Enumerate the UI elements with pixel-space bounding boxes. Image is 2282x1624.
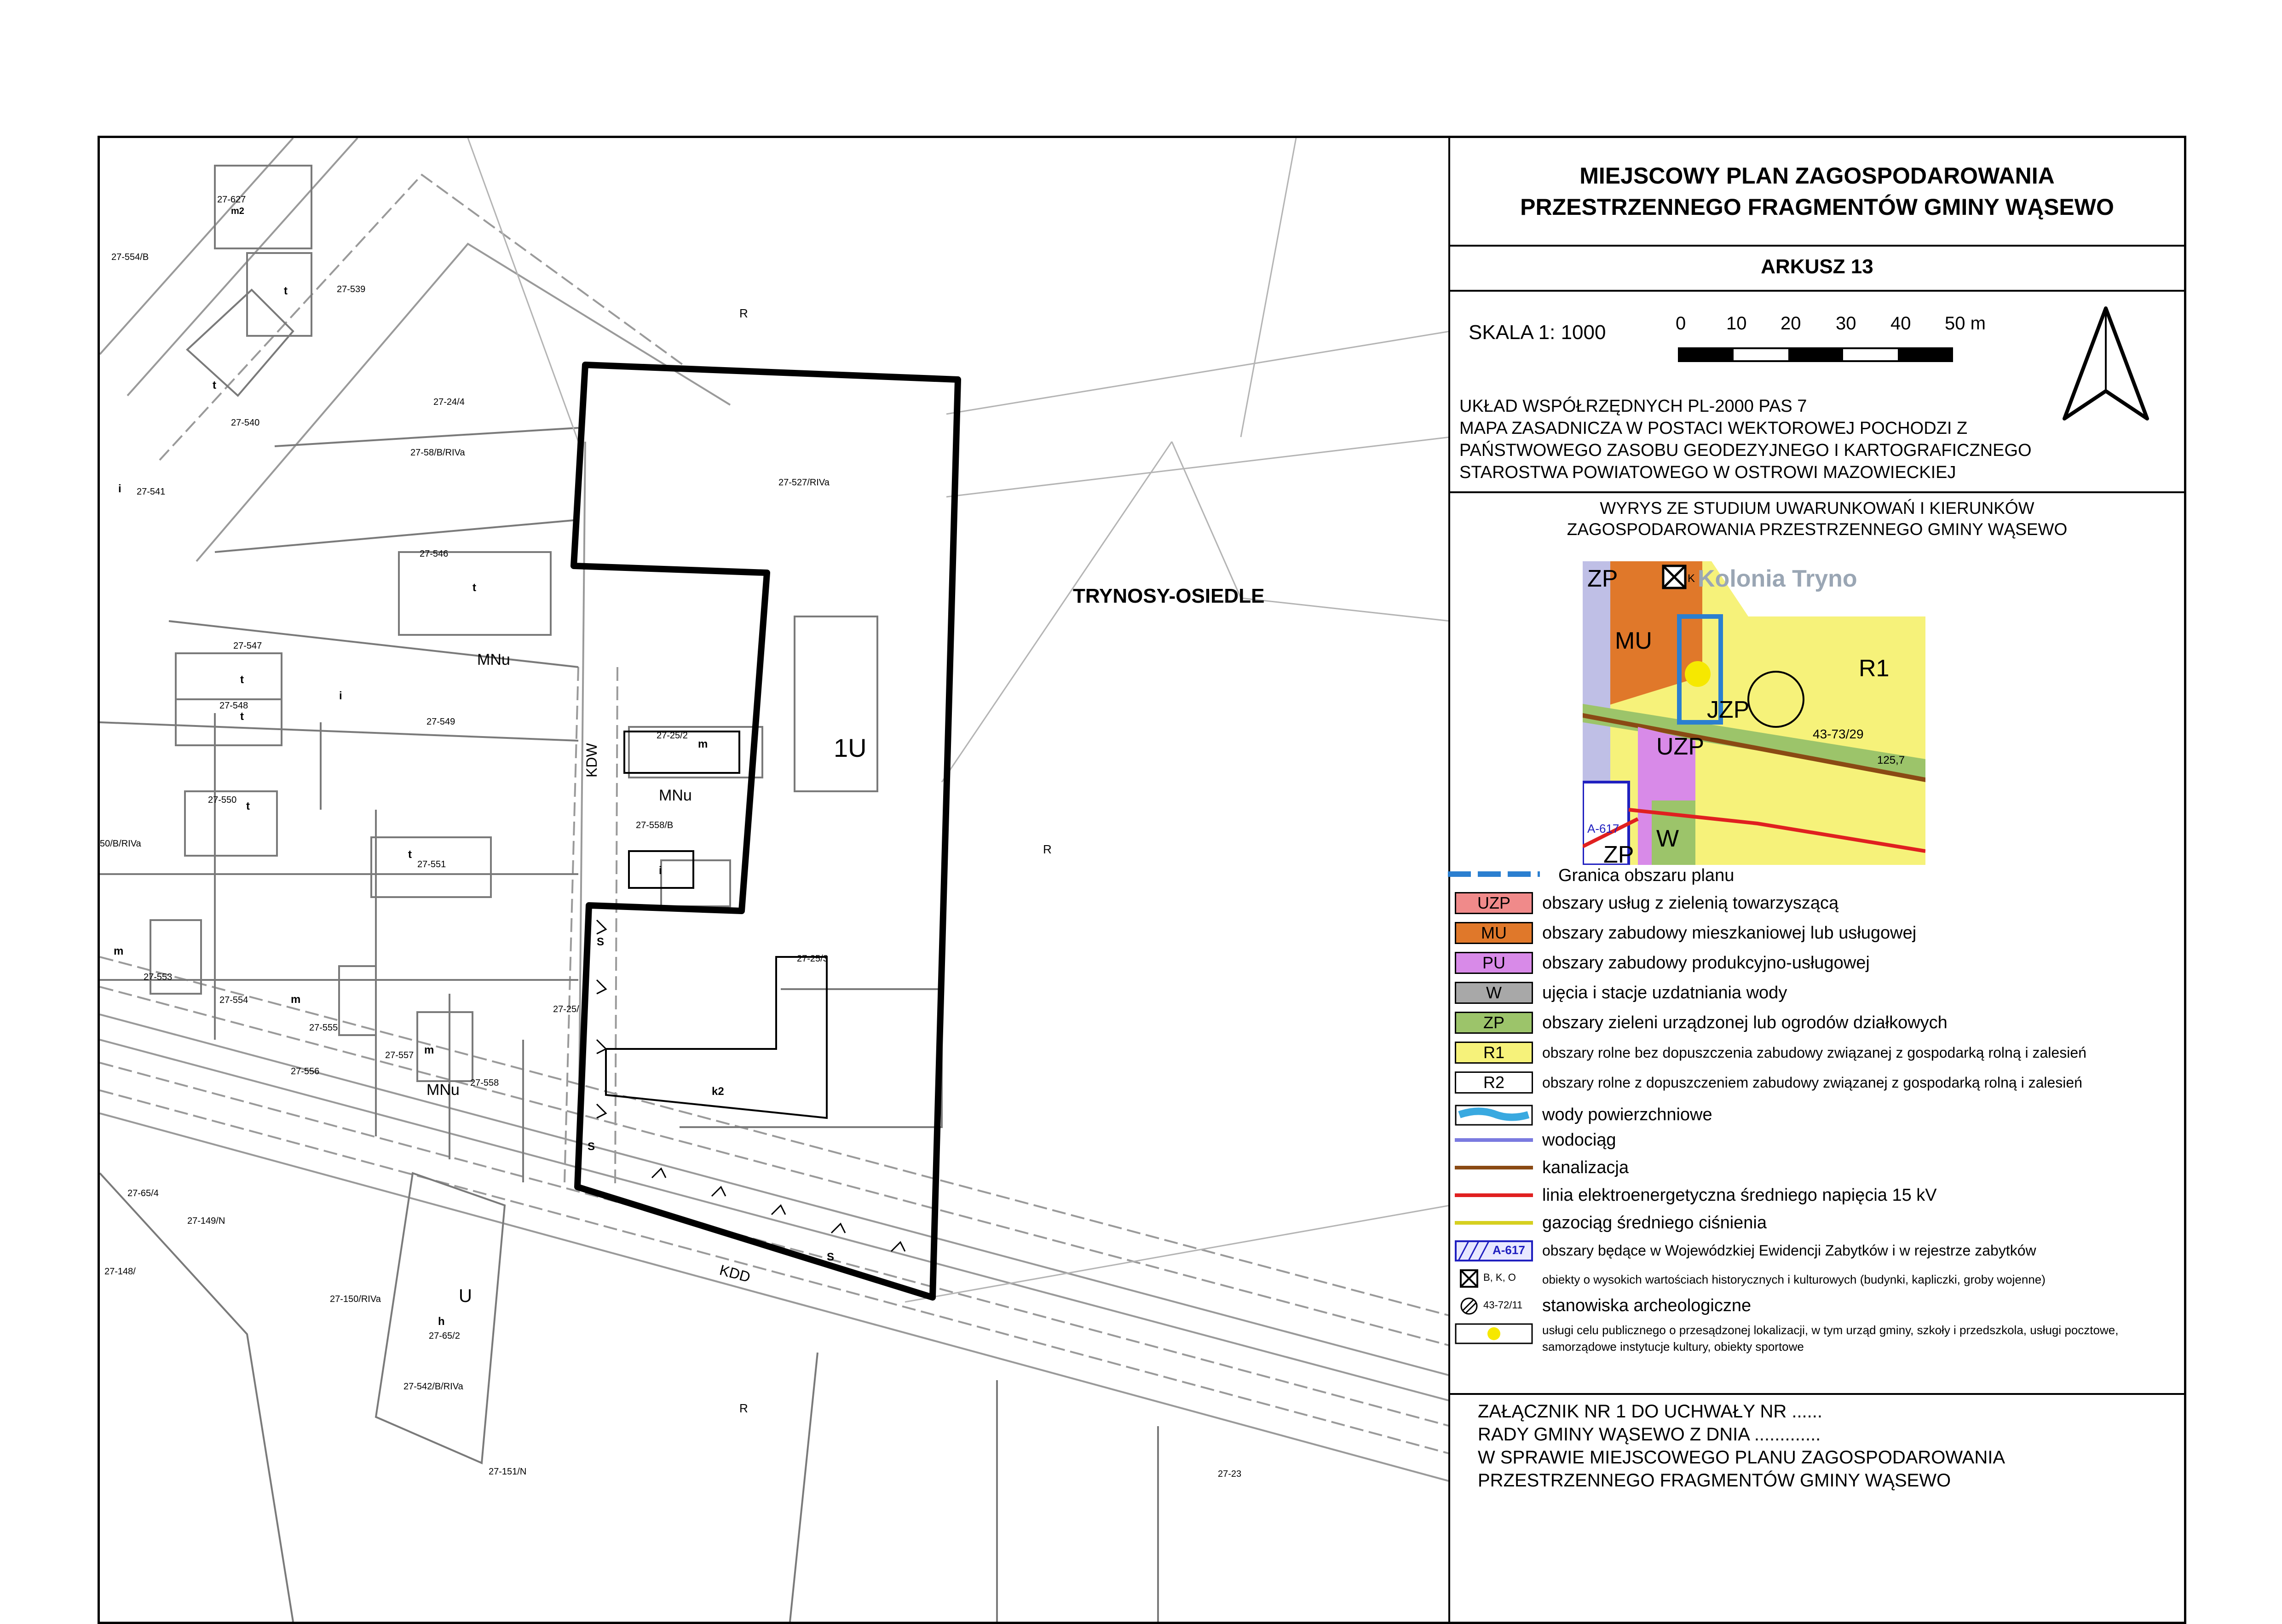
building-t: t <box>473 582 476 594</box>
building-s: S <box>597 936 605 948</box>
legend-item-sewer <box>1455 1155 2182 1181</box>
building-s: S <box>588 1140 595 1153</box>
diagonal-road-left <box>100 138 730 561</box>
legend-label: wodociąg <box>1542 1130 1616 1150</box>
heritage-object-icon <box>1459 1269 1481 1288</box>
legend-item-uzp <box>1455 890 2182 916</box>
legend-label: linia elektroenergetyczna średniego napięcia 15 kV <box>1542 1186 1937 1205</box>
legend-swatch: ZP <box>1455 1012 1533 1034</box>
legend-item-r1 <box>1455 1040 2182 1065</box>
scale-tick: 30 <box>1836 313 1856 334</box>
legend-label: ujęcia i stacje uzdatniania wody <box>1542 983 1787 1002</box>
legend-label: usługi celu publicznego o przesądzonej lokalizacji, w tym urząd gminy, szkoły i przedszkola, usługi pocztowe, <box>1542 1323 2119 1337</box>
inset-site: 43-73/29 <box>1813 727 1864 741</box>
legend-item-r2 <box>1455 1070 2182 1095</box>
legend-label: samorządowe instytucje kultury, obiekty sportowe <box>1542 1340 1804 1353</box>
legend-swatch: R2 <box>1455 1071 1533 1094</box>
archeo-site-icon <box>1459 1296 1481 1316</box>
legend-label: obszary zieleni urządzonej lub ogrodów działkowych <box>1542 1013 1948 1032</box>
legend-item-archeo <box>1455 1293 2182 1319</box>
legend-swatch: UZP <box>1455 892 1533 914</box>
parcel-27-25: 27-25/ <box>553 1004 579 1014</box>
parcel-27-65-2: 27-65/2 <box>429 1331 460 1341</box>
parcel-27-65-4: 27-65/4 <box>127 1188 159 1198</box>
parcel-27-149: 27-149/N <box>187 1216 225 1226</box>
coords-line: MAPA ZASADNICZA W POSTACI WEKTOROWEJ POCHODZI Z <box>1459 419 1968 438</box>
resolution-line: RADY GMINY WĄSEWO Z DNIA ............. <box>1478 1424 1821 1445</box>
legend-item-mu <box>1455 920 2182 946</box>
building-s: S <box>827 1251 835 1263</box>
legend-item-services <box>1455 1320 2182 1353</box>
parcel-27-627: 27-627 <box>217 195 246 205</box>
inset-zp-bottom: ZP <box>1603 841 1634 865</box>
scale-tick: 50 m <box>1945 313 1986 334</box>
scale-label: SKALA 1: 1000 <box>1469 321 1606 344</box>
parcel-27-551: 27-551 <box>417 859 446 870</box>
power-line-symbol <box>1455 1191 1533 1200</box>
map-labels <box>100 195 1264 1479</box>
scale-tick: 20 <box>1781 313 1801 334</box>
building-m: m <box>698 738 708 750</box>
study-inset-map[interactable] <box>1583 561 1925 865</box>
context-lines <box>468 138 1450 1302</box>
inset-a617: A-617 <box>1587 822 1619 835</box>
building-t: t <box>408 848 412 861</box>
coords-line: STAROSTWA POWIATOWEGO W OSTROWI MAZOWIECKIEJ <box>1459 463 1956 482</box>
parcel-27-58: 27-58/B/RIVa <box>410 448 465 458</box>
study-title-line2: ZAGOSPODAROWANIA PRZESTRZENNEGO GMINY WĄSEWO <box>1567 520 2068 539</box>
road-kdd-label: KDD <box>718 1261 752 1286</box>
building-i: i <box>659 864 662 877</box>
building-t: t <box>240 710 244 723</box>
archeo-badge: 43-72/11 <box>1483 1299 1523 1311</box>
inset-uzp: UZP <box>1656 733 1704 760</box>
parcel-27-553: 27-553 <box>144 972 173 982</box>
monument-badge: A-617 <box>1493 1243 1525 1257</box>
zone-r-bottom: R <box>739 1401 748 1415</box>
legend-boundary-label: Granica obszaru planu <box>1558 866 1735 885</box>
parcel-27-539: 27-539 <box>337 284 366 294</box>
legend-item-zp <box>1455 1010 2182 1036</box>
inset-k: K <box>1688 572 1695 585</box>
resolution-line: PRZESTRZENNEGO FRAGMENTÓW GMINY WĄSEWO <box>1478 1470 1951 1491</box>
water-icon <box>1455 1105 1533 1126</box>
legend-item-water <box>1455 1102 2182 1128</box>
parcel-27-555: 27-555 <box>309 1023 338 1033</box>
scale-bar <box>1678 347 1954 363</box>
building-t: t <box>284 285 288 297</box>
separator <box>1450 491 2184 493</box>
zone-mnu-center: MNu <box>659 787 692 804</box>
inset-w: W <box>1656 825 1679 852</box>
inset-r1: R1 <box>1859 655 1890 682</box>
gas-line-symbol <box>1455 1218 1533 1227</box>
legend-label: obszary będące w Wojewódzkiej Ewidencji Zabytków i w rejestrze zabytków <box>1542 1242 2036 1259</box>
zone-u: U <box>459 1286 472 1306</box>
legend-item-pu <box>1455 950 2182 976</box>
inset-zp-top: ZP <box>1587 565 1618 592</box>
parcel-27-527: 27-527/RIVa <box>778 478 830 488</box>
waterline-symbol <box>1455 1135 1533 1145</box>
coords-line: UKŁAD WSPÓŁRZĘDNYCH PL-2000 PAS 7 <box>1459 397 1807 416</box>
legend-label: obszary rolne bez dopuszczenia zabudowy związanej z gospodarką rolną i zalesień <box>1542 1044 2086 1061</box>
building-t: t <box>240 674 244 686</box>
legend-label: wody powierzchniowe <box>1542 1105 1712 1124</box>
legend-swatch: W <box>1455 982 1533 1004</box>
place-name: TRYNOSY-OSIEDLE <box>1073 585 1265 607</box>
parcel-27-554: 27-554 <box>219 995 248 1005</box>
legend-item-w <box>1455 980 2182 1006</box>
building-m: m <box>291 993 301 1006</box>
separator <box>1450 290 2184 292</box>
zone-mnu-left: MNu <box>477 651 510 668</box>
parcel-27-24-4: 27-24/4 <box>433 397 465 407</box>
legend-swatch: R1 <box>1455 1042 1533 1064</box>
inset-kolonia: Kolonia Tryno <box>1698 565 1857 592</box>
legend-label: obszary rolne z dopuszczeniem zabudowy związanej z gospodarką rolną i zalesień <box>1542 1074 2082 1091</box>
legend-label: obiekty o wysokich wartościach historycznych i kulturowych (budynki, kapliczki, groby wojenne) <box>1542 1273 2046 1286</box>
parcel-27-556: 27-556 <box>291 1066 320 1077</box>
parcel-27-148: 27-148/ <box>104 1267 136 1277</box>
parcel-27-547: 27-547 <box>233 641 262 651</box>
plan-boundary-legend-line <box>1448 870 1540 879</box>
base-map[interactable] <box>100 138 1450 1622</box>
parcel-27-549: 27-549 <box>426 717 455 727</box>
inset-jzp: JZP <box>1707 697 1750 723</box>
legend-swatch: PU <box>1455 952 1533 974</box>
parcel-27-546: 27-546 <box>420 549 449 559</box>
building-m: m <box>114 945 124 957</box>
legend-item-objects <box>1455 1265 2182 1291</box>
parcel-lines <box>100 166 1158 1622</box>
building-i: i <box>118 483 121 495</box>
legend-label: obszary zabudowy mieszkaniowej lub usługowej <box>1542 923 1917 943</box>
legend-item-gas <box>1455 1210 2182 1236</box>
parcel-27-550: 27-550 <box>208 795 237 805</box>
legend-label: obszary zabudowy produkcyjno-usługowej <box>1542 953 1870 973</box>
sheet-number: ARKUSZ 13 <box>1761 255 1873 278</box>
resolution-line: W SPRAWIE MIEJSCOWEGO PLANU ZAGOSPODAROWANIA <box>1478 1447 2005 1468</box>
building-i: i <box>339 690 342 702</box>
parcel-27-541: 27-541 <box>137 487 166 497</box>
zone-1u: 1U <box>834 733 867 762</box>
public-service-icon <box>1455 1323 1533 1344</box>
inset-elev: 125,7 <box>1877 754 1905 766</box>
zone-r-top: R <box>739 306 748 320</box>
building-t: t <box>246 800 250 812</box>
legend-item-monuments <box>1455 1238 2182 1263</box>
road-kdd-band <box>100 957 1450 1481</box>
study-title-line1: WYRYS ZE STUDIUM UWARUNKOWAŃ I KIERUNKÓW <box>1600 499 2034 518</box>
frontage-marks <box>597 920 905 1251</box>
plan-title-line1: MIEJSCOWY PLAN ZAGOSPODAROWANIA <box>1579 163 2055 189</box>
parcel-27-23: 27-23 <box>1218 1469 1242 1479</box>
zone-mnu-bottom: MNu <box>426 1081 460 1099</box>
parcel-27-557: 27-557 <box>385 1050 414 1060</box>
parcel-27-540: 27-540 <box>231 418 260 428</box>
legend-label: gazociąg średniego ciśnienia <box>1542 1213 1767 1232</box>
scale-tick: 40 <box>1890 313 1911 334</box>
scale-tick: 10 <box>1726 313 1747 334</box>
legend-item-waterline <box>1455 1127 2182 1153</box>
building-h: h <box>438 1315 445 1328</box>
building-m: m <box>424 1044 434 1056</box>
building-k2: k2 <box>712 1085 724 1098</box>
plan-title-line2: PRZESTRZENNEGO FRAGMENTÓW GMINY WĄSEWO <box>1520 194 2114 220</box>
inset-mu: MU <box>1615 628 1652 654</box>
coords-line: PAŃSTWOWEGO ZASOBU GEODEZYJNEGO I KARTOGRAFICZNEGO <box>1459 441 2032 460</box>
legend-label: stanowiska archeologiczne <box>1542 1296 1752 1315</box>
parcel-27-548: 27-548 <box>219 701 248 711</box>
parcel-27-554b: 27-554/B <box>111 252 149 262</box>
scale-tick: 0 <box>1676 313 1686 334</box>
building-t: t <box>213 379 216 392</box>
parcel-27-150: 27-150/RIVa <box>330 1294 381 1304</box>
parcel-27-558b: 27-558/B <box>636 820 674 830</box>
parcel-27-558: 27-558 <box>470 1078 499 1088</box>
north-arrow-icon <box>2060 304 2152 423</box>
parcel-27-151: 27-151/N <box>489 1467 527 1477</box>
parcel-27-542: 27-542/B/RIVa <box>403 1382 463 1392</box>
legend-label: kanalizacja <box>1542 1158 1629 1177</box>
legend-label: obszary usług z zielenią towarzyszącą <box>1542 893 1839 913</box>
title-block <box>1450 138 2184 1622</box>
road-kdw-label: KDW <box>583 743 600 777</box>
legend-item-power <box>1455 1182 2182 1208</box>
separator <box>1450 245 2184 247</box>
zone-r-right: R <box>1043 842 1052 856</box>
resolution-line: ZAŁĄCZNIK NR 1 DO UCHWAŁY NR ...... <box>1478 1401 1823 1422</box>
parcel-50b: 50/B/RIVa <box>100 839 141 849</box>
building-m2: m2 <box>231 206 244 216</box>
parcel-27-25-2: 27-25/2 <box>657 731 688 741</box>
sewer-symbol <box>1455 1163 1533 1172</box>
parcel-27-25-3: 27-25/3 <box>797 954 828 964</box>
legend-swatch: MU <box>1455 922 1533 944</box>
panel-divider <box>1448 138 1452 1622</box>
separator <box>1450 1393 2184 1395</box>
objects-badge: B, K, O <box>1483 1272 1516 1283</box>
